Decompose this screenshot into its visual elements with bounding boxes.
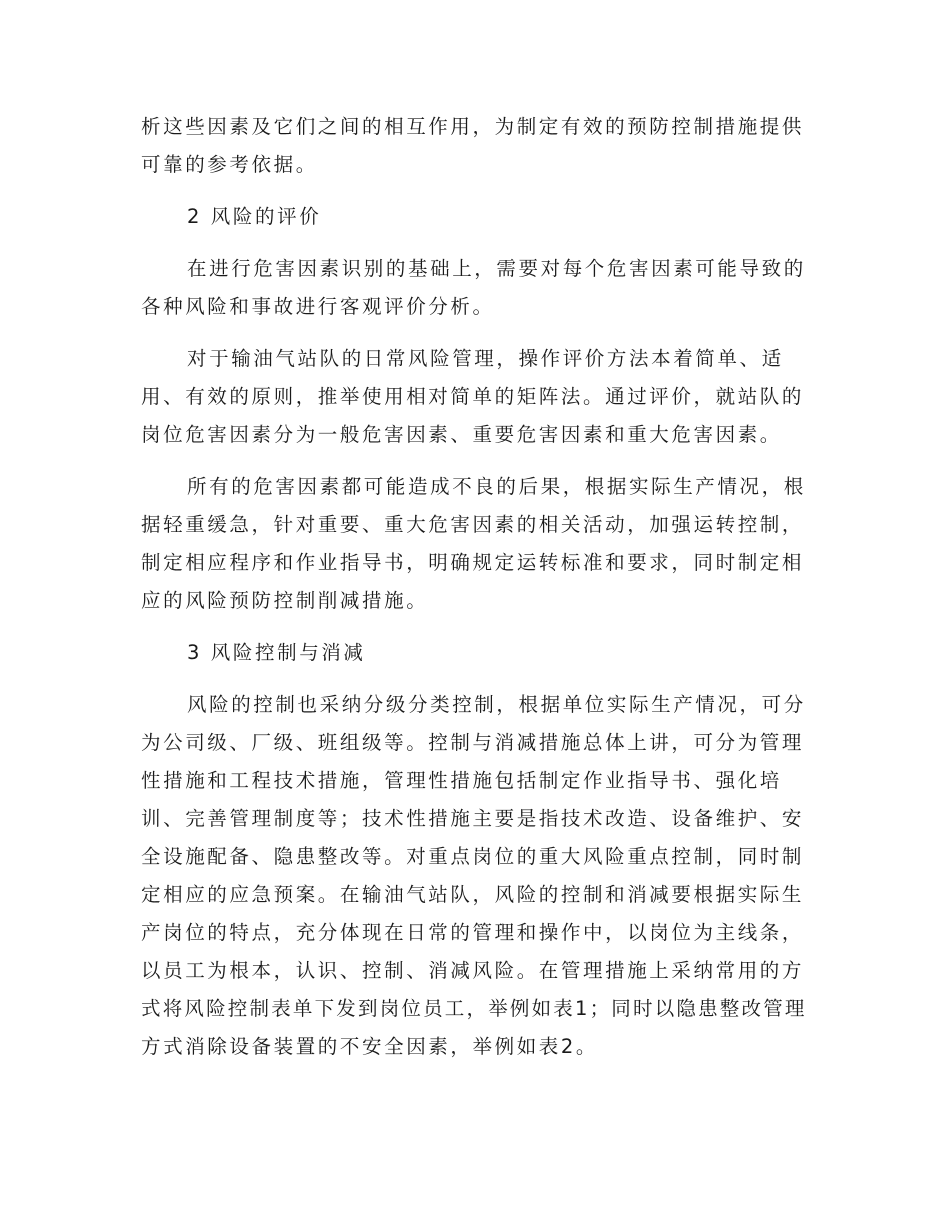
paragraph-2-line-2: 各种风险和事故进行客观评价分析。 <box>141 295 495 318</box>
paragraph-4-line-2: 据轻重缓急，针对重要、重大危害因素的相关活动，加强运转控制， <box>141 513 805 536</box>
section-heading-3: 3 风险控制与消减 <box>187 641 366 664</box>
section-heading-2: 2 风险的评价 <box>187 205 322 228</box>
paragraph-3-line-3: 岗位危害因素分为一般危害因素、重要危害因素和重大危害因素。 <box>141 423 782 446</box>
paragraph-5-line-2: 为公司级、厂级、班组级等。控制与消减措施总体上讲，可分为管理 <box>141 731 805 754</box>
paragraph-5-line-6: 定相应的应急预案。在输油气站队，风险的控制和消减要根据实际生 <box>141 883 805 906</box>
paragraph-3-line-1: 对于输油气站队的日常风险管理，操作评价方法本着简单、适 <box>187 347 784 370</box>
paragraph-4-line-4: 应的风险预防控制削减措施。 <box>141 589 429 612</box>
paragraph-5-line-3: 性措施和工程技术措施，管理性措施包括制定作业指导书、强化培 <box>141 769 782 792</box>
paragraph-5-line-4: 训、完善管理制度等；技术性措施主要是指技术改造、设备维护、安 <box>141 807 805 830</box>
paragraph-3-line-2: 用、有效的原则，推举使用相对简单的矩阵法。通过评价，就站队的 <box>141 385 805 408</box>
paragraph-5-line-7: 产岗位的特点，充分体现在日常的管理和操作中，以岗位为主线条， <box>141 921 805 944</box>
paragraph-4-line-1: 所有的危害因素都可能造成不良的后果，根据实际生产情况，根 <box>187 475 806 498</box>
paragraph-4-line-3: 制定相应程序和作业指导书，明确规定运转标准和要求，同时制定相 <box>141 551 805 574</box>
paragraph-5-line-5: 全设施配备、隐患整改等。对重点岗位的重大风险重点控制，同时制 <box>141 845 805 868</box>
paragraph-5-line-9: 式将风险控制表单下发到岗位员工，举例如表1；同时以隐患整改管理 <box>141 997 807 1020</box>
paragraph-2-line-1: 在进行危害因素识别的基础上，需要对每个危害因素可能导致的 <box>187 257 806 280</box>
paragraph-1-line-1: 析这些因素及它们之间的相互作用，为制定有效的预防控制措施提供 <box>141 115 805 138</box>
paragraph-5-line-8: 以员工为根本，认识、控制、消减风险。在管理措施上采纳常用的方 <box>141 959 805 982</box>
paragraph-5-line-10: 方式消除设备装置的不安全因素，举例如表2。 <box>141 1035 599 1058</box>
paragraph-5-line-1: 风险的控制也采纳分级分类控制，根据单位实际生产情况，可分 <box>187 693 806 716</box>
paragraph-1-line-2: 可靠的参考依据。 <box>141 153 318 176</box>
